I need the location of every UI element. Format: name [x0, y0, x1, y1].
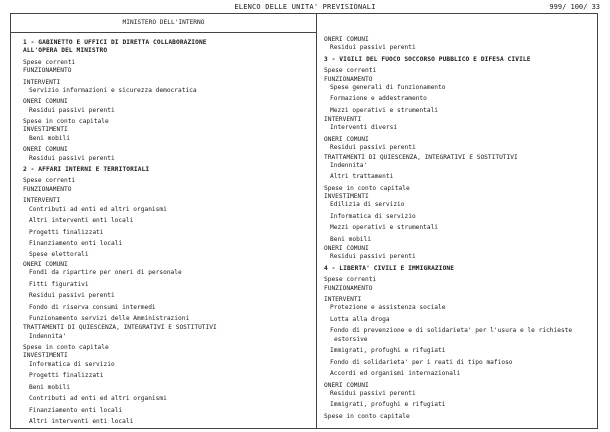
budget-line-item: Fondi da ripartire per oneri di personale	[29, 269, 182, 277]
category-label: ONERI COMUNI	[23, 260, 68, 268]
section-heading: 3 - VIGILI DEL FUOCO SOCCORSO PUBBLICO E DIFESA CIVILE	[324, 55, 531, 63]
section-heading: ALL'OPERA DEL MINISTRO	[23, 47, 108, 55]
budget-line-item: Residui passivi perenti	[330, 44, 416, 52]
section-heading: 2 - AFFARI INTERNI E TERRITORIALI	[23, 165, 150, 173]
budget-line-item: Finanziamento enti locali	[29, 406, 123, 414]
right-column	[324, 36, 592, 421]
budget-line-item: Contributi ad enti ed altri organismi	[29, 395, 167, 403]
category-label: INVESTIMENTI	[23, 352, 68, 360]
budget-line-item: Indennita'	[330, 161, 368, 169]
budget-line-item: Fondo di riserva consumi intermedi	[29, 303, 156, 311]
budget-line-item: Residui passivi perenti	[330, 144, 416, 152]
category-label: INVESTIMENTI	[23, 126, 68, 134]
category-label: Spese correnti	[324, 67, 377, 75]
budget-line-item: Indennita'	[29, 332, 67, 340]
budget-line-item: Beni mobili	[29, 134, 70, 142]
budget-line-item: Informatica di servizio	[29, 360, 115, 368]
category-label: Spese in conto capitale	[324, 412, 410, 420]
column-divider	[316, 14, 317, 428]
category-label: ONERI COMUNI	[324, 381, 369, 389]
budget-line-item: Funzionamento servizi delle Amministrazioni	[29, 315, 190, 323]
category-label: INTERVENTI	[23, 197, 61, 205]
category-label: FUNZIONAMENTO	[23, 185, 72, 193]
budget-line-item: Altri trattamenti	[330, 173, 394, 181]
section-heading: 4 - LIBERTA' CIVILI E IMMIGRAZIONE	[324, 264, 455, 272]
budget-line-item: Residui passivi perenti	[330, 253, 416, 261]
budget-line-item: Contributi ad enti ed altri organismi	[29, 205, 167, 213]
category-label: Spese in conto capitale	[23, 118, 109, 126]
budget-line-item: Edilizia di servizio	[330, 201, 405, 209]
category-label: INTERVENTI	[23, 78, 61, 86]
category-label: Spese in conto capitale	[324, 184, 410, 192]
document-frame	[10, 13, 598, 429]
category-label: INVESTIMENTI	[324, 193, 369, 201]
left-column	[23, 39, 308, 426]
budget-line-item: Formazione e addestramento	[330, 95, 427, 103]
page-title: ELENCO DELLE UNITA' PREVISIONALI	[234, 3, 376, 11]
section-heading: 1 - GABINETTO E UFFICI DI DIRETTA COLLABORAZIONE	[23, 39, 207, 46]
budget-line-item: Fondo di solidarieta' per i reati di tipo mafioso	[330, 358, 513, 366]
category-label: INTERVENTI	[324, 116, 362, 124]
category-label: Spese correnti	[23, 58, 76, 66]
budget-line-item: Protezione e assistenza sociale	[330, 304, 446, 312]
category-label: Spese in conto capitale	[23, 344, 109, 352]
budget-line-item: Residui passivi perenti	[29, 154, 115, 162]
category-label: FUNZIONAMENTO	[23, 67, 72, 75]
category-label: FUNZIONAMENTO	[324, 284, 373, 292]
ministry-header: MINISTERO DELL'INTERNO	[11, 14, 316, 33]
budget-line-item: Altri interventi enti locali	[29, 418, 134, 426]
budget-line-item: Fitti figurativi	[29, 280, 89, 288]
budget-line-item: Servizio informazioni e sicurezza democratica	[29, 86, 197, 94]
budget-line-item: Residui passivi perenti	[330, 389, 416, 397]
budget-line-item: Immigrati, profughi e rifugiati	[330, 401, 446, 409]
category-label: ONERI COMUNI	[324, 36, 369, 43]
budget-line-item: Beni mobili	[29, 383, 70, 391]
category-label: ONERI COMUNI	[324, 135, 369, 143]
budget-line-item: Immigrati, profughi e rifugiati	[330, 347, 446, 355]
budget-line-item: Progetti finalizzati	[29, 372, 104, 380]
budget-line-item: Altri interventi enti locali	[29, 217, 134, 225]
category-label: TRATTAMENTI DI QUIESCENZA, INTEGRATIVI E SOSTITUTIVI	[23, 324, 217, 332]
budget-line-item: Interventi diversi	[330, 124, 398, 132]
category-label: ONERI COMUNI	[23, 98, 68, 106]
budget-line-item: Residui passivi perenti	[29, 106, 115, 114]
category-label: ONERI COMUNI	[23, 146, 68, 154]
budget-line-item: Beni mobili	[330, 235, 371, 243]
category-label: Spese correnti	[324, 276, 377, 284]
budget-line-item: Fondo di prevenzione e di solidarieta' per l'usura e le richieste estorsive	[330, 327, 573, 343]
budget-line-item: Accordi ed organismi internazionali	[330, 370, 461, 378]
category-label: TRATTAMENTI DI QUIESCENZA, INTEGRATIVI E SOSTITUTIVI	[324, 153, 518, 161]
budget-line-item: Mezzi operativi e strumentali	[330, 106, 439, 114]
budget-line-item: Progetti finalizzati	[29, 228, 104, 236]
page-code: 999/ 100/ 33	[549, 3, 600, 11]
budget-line-item: Informatica di servizio	[330, 212, 416, 220]
budget-line-item: Finanziamento enti locali	[29, 240, 123, 247]
budget-line-item: Spese elettorali	[29, 251, 89, 259]
category-label: INTERVENTI	[324, 296, 362, 304]
budget-line-item: Residui passivi perenti	[29, 292, 115, 300]
category-label: FUNZIONAMENTO	[324, 75, 373, 83]
category-label: ONERI COMUNI	[324, 245, 369, 253]
budget-line-item: Lotta alla droga	[330, 315, 390, 323]
category-label: Spese correnti	[23, 177, 76, 185]
budget-line-item: Spese generali di funzionamento	[330, 83, 446, 91]
budget-line-item: Mezzi operativi e strumentali	[330, 224, 439, 232]
